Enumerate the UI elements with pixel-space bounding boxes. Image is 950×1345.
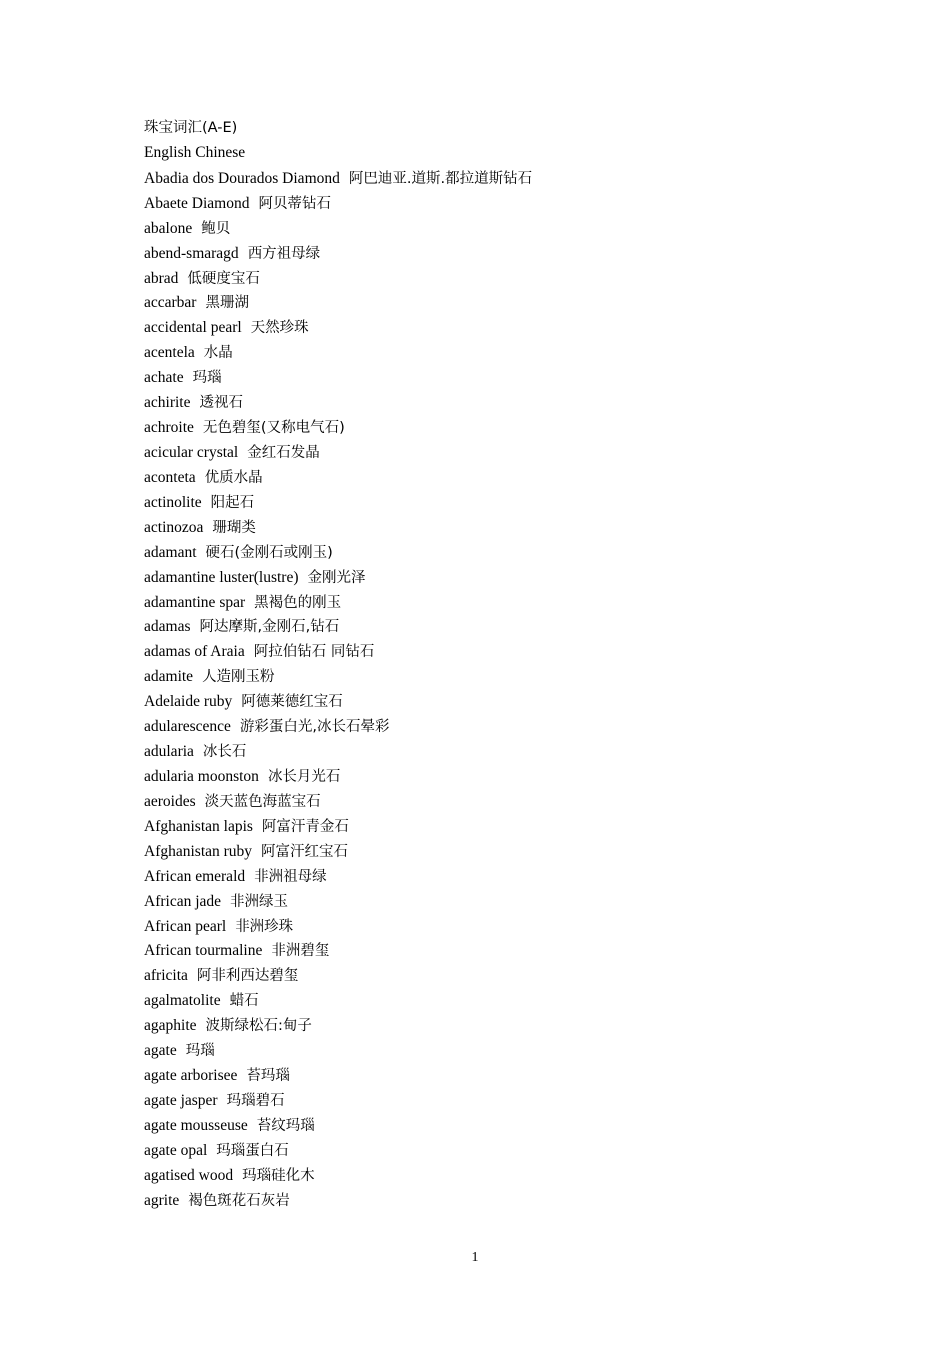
entry-chinese-term: 阿贝蒂钻石 — [258, 195, 331, 212]
entry-english-term: adamas — [144, 618, 191, 636]
glossary-entry — [144, 1113, 844, 1138]
entry-english-term: adamite — [144, 668, 194, 686]
entry-english-term: adularia moonston — [144, 767, 259, 785]
glossary-entry — [144, 191, 844, 216]
entry-english-term: African emerald — [144, 867, 246, 885]
entry-chinese-term: 硬石(金刚石或刚玉) — [205, 544, 333, 561]
document-title: 珠宝词汇(A-E) — [144, 120, 238, 136]
glossary-entry — [144, 465, 844, 490]
glossary-entry — [144, 540, 844, 565]
entry-english-term: African pearl — [144, 917, 227, 935]
entry-english-term: acicular crystal — [144, 443, 239, 461]
glossary-entry — [144, 614, 844, 639]
entry-english-term: abalone — [144, 219, 193, 237]
entry-chinese-term: 阿德莱德红宝石 — [241, 694, 343, 711]
entry-english-term: agate mousseuse — [144, 1116, 248, 1134]
entry-english-term: aeroides — [144, 792, 196, 810]
glossary-entry — [144, 290, 844, 315]
glossary-entry — [144, 166, 844, 191]
entry-english-term: agate jasper — [144, 1091, 218, 1109]
entry-chinese-term: 玛瑙硅化木 — [242, 1167, 315, 1184]
glossary-entry — [144, 590, 844, 615]
glossary-entry — [144, 1063, 844, 1088]
entry-english-term: actinozoa — [144, 518, 204, 536]
entry-chinese-term: 非洲碧玺 — [271, 943, 330, 960]
glossary-entry — [144, 864, 844, 889]
glossary-entry — [144, 340, 844, 365]
glossary-entry — [144, 266, 844, 291]
glossary-entry — [144, 315, 844, 340]
glossary-entry — [144, 565, 844, 590]
entry-chinese-term: 珊瑚类 — [212, 519, 256, 536]
entry-english-term: Abadia dos Dourados Diamond — [144, 169, 340, 187]
glossary-entry — [144, 714, 844, 739]
glossary-entry — [144, 216, 844, 241]
entry-english-term: Adelaide ruby — [144, 693, 233, 711]
entry-chinese-term: 人造刚玉粉 — [202, 669, 275, 686]
entry-chinese-term: 天然珍珠 — [250, 320, 309, 337]
entry-english-term: agate opal — [144, 1141, 208, 1159]
entry-chinese-term: 阳起石 — [210, 494, 255, 511]
entry-english-term: agaphite — [144, 1017, 197, 1035]
entry-chinese-term: 阿拉伯钻石 同钻石 — [253, 644, 375, 661]
page-number: 1 — [471, 1250, 479, 1265]
entry-chinese-term: 低硬度宝石 — [187, 270, 260, 287]
entry-english-term: adamantine luster(lustre) — [144, 568, 299, 586]
entry-english-term: Abaete Diamond — [144, 194, 250, 212]
glossary-entry — [144, 490, 844, 515]
entry-chinese-term: 玛瑙 — [192, 370, 222, 387]
entry-english-term: African jade — [144, 892, 222, 910]
glossary-entry — [144, 1013, 844, 1038]
entry-english-term: achirite — [144, 394, 191, 412]
entry-english-term: adularia — [144, 743, 194, 761]
entry-chinese-term: 金刚光泽 — [307, 569, 366, 586]
entry-chinese-term: 西方祖母绿 — [247, 245, 321, 262]
entry-chinese-term: 冰长石 — [202, 744, 247, 761]
entry-chinese-term: 游彩蛋白光,冰长石晕彩 — [239, 719, 390, 736]
entry-english-term: accidental pearl — [144, 319, 242, 337]
entry-chinese-term: 金红石发晶 — [247, 444, 320, 461]
entry-chinese-term: 非洲绿玉 — [230, 893, 289, 910]
entry-english-term: acentela — [144, 344, 195, 362]
entry-chinese-term: 阿富汗红宝石 — [261, 843, 349, 860]
entry-chinese-term: 无色碧玺(又称电气石) — [202, 420, 345, 437]
glossary-entry — [144, 241, 844, 266]
entry-chinese-term: 阿达摩斯,金刚石,钻石 — [199, 619, 340, 636]
entry-english-term: adamas of Araia — [144, 643, 245, 661]
glossary-entry — [144, 1138, 844, 1163]
entry-chinese-term: 波斯绿松石:甸子 — [205, 1018, 312, 1035]
column-header: English Chinese — [144, 143, 246, 161]
glossary-entry — [144, 988, 844, 1013]
entry-english-term: agrite — [144, 1191, 180, 1209]
entry-english-term: aconteta — [144, 468, 196, 486]
entry-english-term: agalmatolite — [144, 992, 221, 1010]
entry-english-term: agate — [144, 1042, 177, 1060]
glossary-entry — [144, 839, 844, 864]
entry-chinese-term: 透视石 — [199, 395, 243, 412]
entry-english-term: accarbar — [144, 294, 197, 312]
entry-english-term: achroite — [144, 419, 194, 437]
entry-chinese-term: 阿富汗青金石 — [261, 818, 349, 835]
entry-chinese-term: 玛瑙碧石 — [226, 1092, 285, 1109]
glossary-entry — [144, 1088, 844, 1113]
glossary-entry — [144, 664, 844, 689]
entry-chinese-term: 玛瑙 — [185, 1043, 215, 1060]
entry-chinese-term: 苔纹玛瑙 — [256, 1117, 315, 1134]
glossary-entry — [144, 764, 844, 789]
glossary-entry — [144, 914, 844, 939]
glossary-entry — [144, 789, 844, 814]
glossary-content — [144, 116, 844, 1213]
entry-chinese-term: 非洲祖母绿 — [254, 868, 327, 885]
entry-chinese-term: 黑珊湖 — [205, 295, 249, 312]
entry-english-term: agate arborisee — [144, 1067, 238, 1085]
glossary-entry — [144, 938, 844, 963]
entry-chinese-term: 阿非利西达碧玺 — [196, 968, 299, 985]
entry-chinese-term: 褐色斑花石灰岩 — [188, 1192, 290, 1209]
entry-chinese-term: 非洲珍珠 — [235, 918, 294, 935]
entry-chinese-term: 冰长月光石 — [267, 768, 341, 785]
glossary-entry — [144, 415, 844, 440]
entry-chinese-term: 水晶 — [203, 345, 233, 362]
glossary-entry — [144, 440, 844, 465]
entry-english-term: Afghanistan lapis — [144, 817, 253, 835]
entry-english-term: africita — [144, 967, 188, 985]
glossary-entry — [144, 365, 844, 390]
entry-chinese-term: 黑褐色的刚玉 — [254, 594, 342, 611]
entry-english-term: adamant — [144, 543, 197, 561]
glossary-entry — [144, 390, 844, 415]
glossary-entry — [144, 739, 844, 764]
glossary-entry — [144, 1163, 844, 1188]
glossary-entry — [144, 515, 844, 540]
entry-english-term: adamantine spar — [144, 593, 246, 611]
entry-english-term: achate — [144, 369, 184, 387]
entry-chinese-term: 淡天蓝色海蓝宝石 — [204, 793, 321, 810]
glossary-entry — [144, 639, 844, 664]
glossary-entry — [144, 963, 844, 988]
entry-chinese-term: 蜡石 — [229, 993, 259, 1010]
entry-english-term: abrad — [144, 269, 179, 287]
glossary-entries — [144, 166, 844, 1213]
entry-english-term: abend-smaragd — [144, 244, 239, 262]
entry-chinese-term: 玛瑙蛋白石 — [216, 1142, 289, 1159]
entry-chinese-term: 优质水晶 — [204, 469, 263, 486]
glossary-entry — [144, 1038, 844, 1063]
entry-english-term: adularescence — [144, 718, 231, 736]
entry-english-term: Afghanistan ruby — [144, 842, 253, 860]
entry-chinese-term: 鲍贝 — [201, 220, 231, 237]
glossary-entry — [144, 1188, 844, 1213]
glossary-entry — [144, 814, 844, 839]
glossary-entry — [144, 889, 844, 914]
entry-english-term: African tourmaline — [144, 942, 263, 960]
entry-chinese-term: 阿巴迪亚.道斯.都拉道斯钻石 — [348, 170, 533, 187]
entry-english-term: agatised wood — [144, 1166, 234, 1184]
entry-english-term: actinolite — [144, 493, 202, 511]
entry-chinese-term: 苔玛瑙 — [246, 1068, 290, 1085]
glossary-entry — [144, 689, 844, 714]
